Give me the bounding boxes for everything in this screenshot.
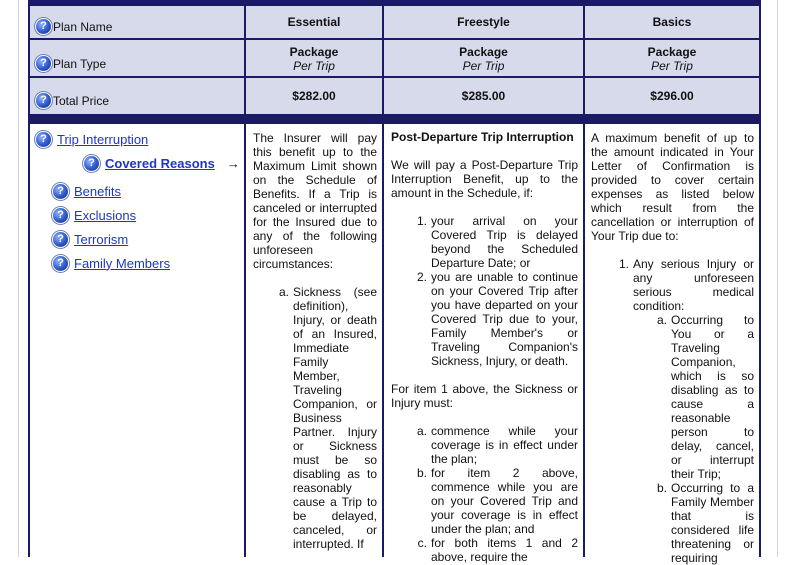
list-item — [253, 285, 377, 551]
plan-name-essential: Essential — [246, 6, 382, 38]
current-arrow-icon: → — [226, 155, 240, 171]
plan-type-freestyle: Package Per Trip — [384, 40, 583, 76]
total-price-freestyle: $285.00 — [384, 78, 583, 114]
covered-reasons-link[interactable]: Covered Reasons — [105, 155, 215, 171]
list-marker: b. — [656, 481, 667, 495]
freestyle-para2: For item 1 above, the Sickness or Injury must: — [391, 382, 578, 410]
list-marker: b. — [416, 466, 427, 480]
freestyle-details — [384, 124, 583, 564]
list-marker: 1. — [416, 214, 427, 228]
freestyle-list — [391, 214, 578, 368]
total-price-label-cell — [30, 78, 244, 114]
list-marker: 2. — [416, 270, 427, 284]
help-icon[interactable] — [36, 93, 51, 108]
basics-intro: A maximum benefit of up to the amount indicated in Your Letter of Confirmation is provided to cover certain expenses as listed below which result from the cancellation or interruption of Your Trip due to: — [591, 131, 754, 243]
list-text: Sickness (see definition), Injury, or death of an Insured, Immediate Family Member, Traveling Companion, or Business Partner. Injury or Sickness must be so disabling as to reasonably cause a Trip to be delayed, canceled, or interrupted. If — [293, 285, 377, 551]
list-item — [391, 424, 578, 466]
list-text: commence while your coverage is in effect under the plan; — [431, 424, 578, 466]
total-price-label: Total Price — [53, 94, 110, 108]
list-text: for both items 1 and 2 above, require the — [431, 536, 578, 564]
essential-details — [246, 124, 382, 564]
help-icon[interactable] — [53, 256, 68, 271]
list-marker: 1. — [618, 257, 629, 271]
freestyle-heading: Post-Departure Trip Interruption — [391, 130, 574, 144]
basics-details — [585, 124, 759, 564]
list-marker: a. — [656, 313, 667, 327]
list-item — [391, 536, 578, 564]
total-price-essential: $282.00 — [246, 78, 382, 114]
list-item — [591, 257, 754, 565]
plan-type-label: Plan Type — [53, 57, 107, 71]
help-icon[interactable] — [53, 232, 68, 247]
comparison-table — [28, 0, 761, 565]
list-text: Occurring to a Family Member that is considered life threatening or requiring — [671, 481, 754, 565]
list-text: you are unable to continue on your Covered Trip after you have departed on your Covered Trip due to your, Family Member's or Traveling Companion's Sickness, Injury, or death. — [431, 270, 578, 368]
list-text: Any serious Injury or any unforeseen serious medical condition: — [633, 257, 754, 313]
plan-name-basics: Basics — [585, 6, 759, 38]
list-text: your arrival on your Covered Trip is delayed beyond the Scheduled Departure Date; or — [431, 214, 578, 270]
help-icon[interactable] — [53, 208, 68, 223]
list-item — [631, 313, 754, 481]
trip-interruption-link[interactable]: Trip Interruption — [57, 131, 149, 147]
help-icon[interactable] — [36, 56, 51, 71]
plan-name-freestyle: Freestyle — [384, 6, 583, 38]
list-item — [631, 481, 754, 565]
list-item — [391, 270, 578, 368]
list-text: Occurring to You or a Traveling Companion, which is so disabling as to cause a reasonable person to delay, cancel, or interrupt their Trip; — [671, 313, 754, 481]
freestyle-intro: We will pay a Post-Departure Trip Interruption Benefit, up to the amount in the Schedule, if: — [391, 158, 578, 200]
nav-item-exclusions — [53, 208, 136, 223]
nav-item-terrorism — [53, 232, 128, 247]
nav-item-benefits — [53, 184, 121, 199]
list-marker: a. — [278, 285, 289, 299]
total-price-basics: $296.00 — [585, 78, 759, 114]
list-item — [391, 214, 578, 270]
plan-type-label-cell — [30, 40, 244, 76]
plan-type-essential: Package Per Trip — [246, 40, 382, 76]
basics-sublist — [633, 313, 754, 565]
plan-name-label-cell — [30, 6, 244, 38]
list-text: for item 2 above, commence while you are on your Covered Trip and your coverage is in effect under the plan; and — [431, 466, 578, 536]
help-icon[interactable] — [53, 184, 68, 199]
essential-list — [253, 285, 377, 551]
family-members-link[interactable]: Family Members — [74, 255, 171, 271]
benefit-nav — [30, 124, 244, 564]
list-marker: c. — [417, 536, 427, 550]
benefits-link[interactable]: Benefits — [74, 183, 121, 199]
terrorism-link[interactable]: Terrorism — [74, 231, 129, 247]
essential-intro: The Insurer will pay this benefit up to the Maximum Limit shown on the Schedule of Benefits. If a Trip is canceled or interrupted for the Insured due to any of the following unforeseen circumstances: — [253, 131, 377, 271]
plan-type-basics: Package Per Trip — [585, 40, 759, 76]
help-icon[interactable] — [36, 19, 51, 34]
nav-item-family-members — [53, 256, 170, 271]
help-icon[interactable] — [36, 132, 51, 147]
nav-item-covered-reasons — [84, 156, 240, 171]
list-item — [391, 466, 578, 536]
nav-item-trip-interruption — [36, 132, 148, 147]
list-marker: a. — [416, 424, 427, 438]
exclusions-link[interactable]: Exclusions — [74, 207, 137, 223]
help-icon[interactable] — [84, 156, 99, 171]
basics-list — [591, 257, 754, 565]
freestyle-sublist — [391, 424, 578, 564]
plan-name-label: Plan Name — [53, 20, 113, 34]
